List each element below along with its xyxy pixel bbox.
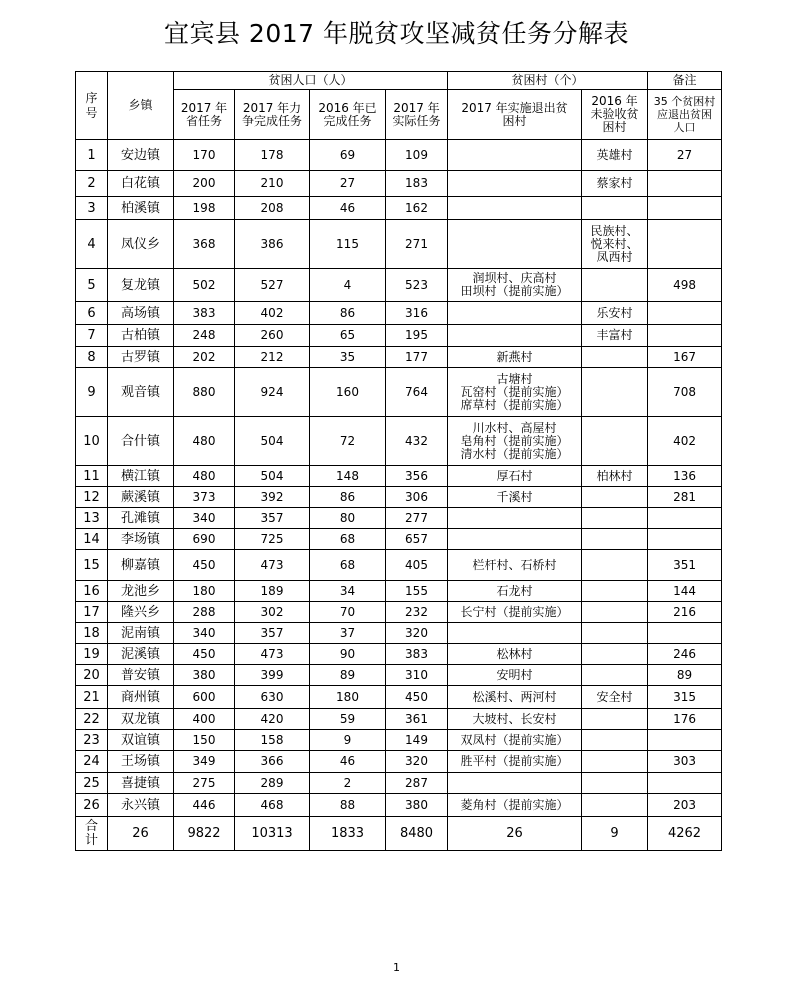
row-no: 11 <box>76 466 108 487</box>
row-town: 双谊镇 <box>108 730 174 751</box>
table-row <box>76 794 722 817</box>
table-row <box>76 550 722 581</box>
row-note: 89 <box>648 665 722 686</box>
row-actual-task: 155 <box>386 581 448 602</box>
row-actual-task: 183 <box>386 171 448 197</box>
row-unchecked-villages <box>582 794 648 817</box>
poverty-task-table <box>75 71 722 851</box>
row-effort-task: 302 <box>235 602 310 623</box>
row-actual-task: 764 <box>386 368 448 417</box>
row-unchecked-villages: 蔡家村 <box>582 171 648 197</box>
row-exit-villages <box>448 220 582 269</box>
row-effort-task: 210 <box>235 171 310 197</box>
row-no: 3 <box>76 197 108 220</box>
row-town: 王场镇 <box>108 751 174 773</box>
row-completed-2016: 80 <box>310 508 386 529</box>
row-no: 16 <box>76 581 108 602</box>
header-completed-2016: 2016 年已完成任务 <box>310 90 386 140</box>
row-completed-2016: 70 <box>310 602 386 623</box>
row-exit-villages <box>448 773 582 794</box>
row-completed-2016: 90 <box>310 644 386 665</box>
row-note: 315 <box>648 686 722 709</box>
row-effort-task: 527 <box>235 269 310 302</box>
row-effort-task: 158 <box>235 730 310 751</box>
row-effort-task: 260 <box>235 325 310 347</box>
row-no: 26 <box>76 794 108 817</box>
row-note <box>648 325 722 347</box>
row-town: 凤仪乡 <box>108 220 174 269</box>
row-note <box>648 197 722 220</box>
row-note <box>648 302 722 325</box>
row-no: 4 <box>76 220 108 269</box>
row-exit-villages: 大坡村、长安村 <box>448 709 582 730</box>
row-actual-task: 277 <box>386 508 448 529</box>
row-effort-task: 212 <box>235 347 310 368</box>
row-town: 喜捷镇 <box>108 773 174 794</box>
header-effort-task: 2017 年力争完成任务 <box>235 90 310 140</box>
table-row <box>76 487 722 508</box>
table-row <box>76 644 722 665</box>
row-effort-task: 189 <box>235 581 310 602</box>
row-exit-villages: 川水村、高屋村 皂角村（提前实施） 清水村（提前实施） <box>448 417 582 466</box>
row-unchecked-villages <box>582 368 648 417</box>
row-province-task: 480 <box>174 417 235 466</box>
row-note: 351 <box>648 550 722 581</box>
row-actual-task: 287 <box>386 773 448 794</box>
row-unchecked-villages <box>582 417 648 466</box>
header-seq: 序号 <box>76 72 108 140</box>
row-note: 498 <box>648 269 722 302</box>
row-note <box>648 730 722 751</box>
row-town: 隆兴乡 <box>108 602 174 623</box>
row-exit-villages: 新燕村 <box>448 347 582 368</box>
row-no: 12 <box>76 487 108 508</box>
table-row <box>76 623 722 644</box>
row-effort-task: 504 <box>235 417 310 466</box>
row-note <box>648 171 722 197</box>
row-town: 泥南镇 <box>108 623 174 644</box>
table-row <box>76 602 722 623</box>
row-actual-task: 316 <box>386 302 448 325</box>
row-completed-2016: 148 <box>310 466 386 487</box>
row-exit-villages <box>448 529 582 550</box>
row-completed-2016: 89 <box>310 665 386 686</box>
row-town: 商州镇 <box>108 686 174 709</box>
header-province-task: 2017 年省任务 <box>174 90 235 140</box>
row-exit-villages: 胜平村（提前实施） <box>448 751 582 773</box>
row-town: 合什镇 <box>108 417 174 466</box>
row-town: 普安镇 <box>108 665 174 686</box>
row-province-task: 480 <box>174 466 235 487</box>
row-actual-task: 306 <box>386 487 448 508</box>
row-exit-villages: 菱角村（提前实施） <box>448 794 582 817</box>
row-effort-task: 473 <box>235 644 310 665</box>
row-exit-villages <box>448 508 582 529</box>
total-completed-2016: 1833 <box>310 817 386 851</box>
header-actual-task: 2017 年实际任务 <box>386 90 448 140</box>
row-town: 高场镇 <box>108 302 174 325</box>
row-unchecked-villages <box>582 508 648 529</box>
table-row <box>76 220 722 269</box>
row-actual-task: 320 <box>386 751 448 773</box>
row-completed-2016: 115 <box>310 220 386 269</box>
row-effort-task: 386 <box>235 220 310 269</box>
row-effort-task: 208 <box>235 197 310 220</box>
row-unchecked-villages <box>582 665 648 686</box>
row-town: 蕨溪镇 <box>108 487 174 508</box>
row-exit-villages: 栏杆村、石桥村 <box>448 550 582 581</box>
row-province-task: 690 <box>174 529 235 550</box>
row-actual-task: 320 <box>386 623 448 644</box>
row-unchecked-villages: 柏林村 <box>582 466 648 487</box>
row-town: 李场镇 <box>108 529 174 550</box>
row-town: 古柏镇 <box>108 325 174 347</box>
row-province-task: 200 <box>174 171 235 197</box>
row-note: 176 <box>648 709 722 730</box>
row-province-task: 340 <box>174 508 235 529</box>
row-completed-2016: 68 <box>310 550 386 581</box>
row-effort-task: 392 <box>235 487 310 508</box>
table-row <box>76 347 722 368</box>
row-province-task: 340 <box>174 623 235 644</box>
row-actual-task: 195 <box>386 325 448 347</box>
row-completed-2016: 4 <box>310 269 386 302</box>
row-exit-villages <box>448 325 582 347</box>
row-no: 7 <box>76 325 108 347</box>
header-unchecked-2016: 2016 年未验收贫困村 <box>582 90 648 140</box>
table-row <box>76 368 722 417</box>
row-town: 孔滩镇 <box>108 508 174 529</box>
row-effort-task: 630 <box>235 686 310 709</box>
row-province-task: 383 <box>174 302 235 325</box>
table-row <box>76 529 722 550</box>
row-no: 13 <box>76 508 108 529</box>
row-actual-task: 356 <box>386 466 448 487</box>
row-province-task: 198 <box>174 197 235 220</box>
row-no: 15 <box>76 550 108 581</box>
row-province-task: 373 <box>174 487 235 508</box>
row-note: 708 <box>648 368 722 417</box>
row-exit-villages: 润坝村、庆高村 田坝村（提前实施） <box>448 269 582 302</box>
row-note: 27 <box>648 140 722 171</box>
row-completed-2016: 65 <box>310 325 386 347</box>
row-no: 5 <box>76 269 108 302</box>
row-completed-2016: 9 <box>310 730 386 751</box>
row-unchecked-villages <box>582 773 648 794</box>
row-note: 216 <box>648 602 722 623</box>
row-note <box>648 623 722 644</box>
total-effort-task: 10313 <box>235 817 310 851</box>
row-effort-task: 468 <box>235 794 310 817</box>
row-province-task: 150 <box>174 730 235 751</box>
row-completed-2016: 68 <box>310 529 386 550</box>
row-effort-task: 725 <box>235 529 310 550</box>
row-exit-villages <box>448 302 582 325</box>
row-no: 24 <box>76 751 108 773</box>
row-completed-2016: 160 <box>310 368 386 417</box>
row-exit-villages: 安明村 <box>448 665 582 686</box>
row-no: 10 <box>76 417 108 466</box>
row-effort-task: 420 <box>235 709 310 730</box>
row-town: 古罗镇 <box>108 347 174 368</box>
row-completed-2016: 86 <box>310 302 386 325</box>
row-unchecked-villages: 英雄村 <box>582 140 648 171</box>
table-row <box>76 730 722 751</box>
row-effort-task: 402 <box>235 302 310 325</box>
row-province-task: 349 <box>174 751 235 773</box>
table-row <box>76 466 722 487</box>
row-completed-2016: 72 <box>310 417 386 466</box>
row-note <box>648 529 722 550</box>
table-row <box>76 581 722 602</box>
row-town: 观音镇 <box>108 368 174 417</box>
header-town: 乡镇 <box>108 72 174 140</box>
row-effort-task: 366 <box>235 751 310 773</box>
table-row <box>76 773 722 794</box>
row-unchecked-villages <box>582 709 648 730</box>
row-exit-villages: 千溪村 <box>448 487 582 508</box>
row-province-task: 202 <box>174 347 235 368</box>
row-unchecked-villages <box>582 487 648 508</box>
row-effort-task: 289 <box>235 773 310 794</box>
row-unchecked-villages <box>582 197 648 220</box>
row-effort-task: 357 <box>235 623 310 644</box>
row-completed-2016: 46 <box>310 751 386 773</box>
row-exit-villages: 古塘村 瓦窑村（提前实施） 席草村（提前实施） <box>448 368 582 417</box>
header-exit-villages: 2017 年实施退出贫困村 <box>448 90 582 140</box>
row-effort-task: 399 <box>235 665 310 686</box>
table-row <box>76 269 722 302</box>
row-actual-task: 232 <box>386 602 448 623</box>
row-actual-task: 432 <box>386 417 448 466</box>
row-province-task: 170 <box>174 140 235 171</box>
row-actual-task: 523 <box>386 269 448 302</box>
row-unchecked-villages <box>582 751 648 773</box>
row-no: 14 <box>76 529 108 550</box>
row-exit-villages: 松林村 <box>448 644 582 665</box>
row-actual-task: 149 <box>386 730 448 751</box>
table-row <box>76 417 722 466</box>
row-province-task: 450 <box>174 550 235 581</box>
row-exit-villages: 厚石村 <box>448 466 582 487</box>
row-no: 25 <box>76 773 108 794</box>
row-no: 18 <box>76 623 108 644</box>
row-exit-villages <box>448 140 582 171</box>
row-province-task: 248 <box>174 325 235 347</box>
row-exit-villages: 长宁村（提前实施） <box>448 602 582 623</box>
row-town: 双龙镇 <box>108 709 174 730</box>
row-completed-2016: 34 <box>310 581 386 602</box>
row-province-task: 400 <box>174 709 235 730</box>
table-row <box>76 197 722 220</box>
page-title: 宜宾县 2017 年脱贫攻坚减贫任务分解表 <box>163 19 630 48</box>
row-completed-2016: 35 <box>310 347 386 368</box>
row-actual-task: 361 <box>386 709 448 730</box>
row-actual-task: 271 <box>386 220 448 269</box>
total-row <box>76 817 722 851</box>
row-completed-2016: 86 <box>310 487 386 508</box>
total-province-task: 9822 <box>174 817 235 851</box>
header-group-village: 贫困村（个） <box>448 72 648 90</box>
row-exit-villages <box>448 197 582 220</box>
row-completed-2016: 37 <box>310 623 386 644</box>
table-row <box>76 171 722 197</box>
row-effort-task: 473 <box>235 550 310 581</box>
row-effort-task: 924 <box>235 368 310 417</box>
row-province-task: 502 <box>174 269 235 302</box>
row-actual-task: 383 <box>386 644 448 665</box>
row-province-task: 600 <box>174 686 235 709</box>
row-town: 泥溪镇 <box>108 644 174 665</box>
row-no: 8 <box>76 347 108 368</box>
header-group-note: 备注 <box>648 72 722 90</box>
row-actual-task: 177 <box>386 347 448 368</box>
row-no: 23 <box>76 730 108 751</box>
row-completed-2016: 180 <box>310 686 386 709</box>
row-unchecked-villages: 民族村、悦来村、凤西村 <box>582 220 648 269</box>
row-no: 2 <box>76 171 108 197</box>
row-completed-2016: 2 <box>310 773 386 794</box>
row-unchecked-villages <box>582 347 648 368</box>
row-note <box>648 773 722 794</box>
row-note: 167 <box>648 347 722 368</box>
total-note: 4262 <box>648 817 722 851</box>
row-effort-task: 178 <box>235 140 310 171</box>
total-unchecked-villages: 9 <box>582 817 648 851</box>
row-note: 144 <box>648 581 722 602</box>
row-actual-task: 109 <box>386 140 448 171</box>
table-row <box>76 751 722 773</box>
row-unchecked-villages <box>582 644 648 665</box>
row-actual-task: 450 <box>386 686 448 709</box>
total-exit-villages: 26 <box>448 817 582 851</box>
row-note: 136 <box>648 466 722 487</box>
row-no: 20 <box>76 665 108 686</box>
page-number: 1 <box>393 961 400 974</box>
row-province-task: 180 <box>174 581 235 602</box>
row-province-task: 288 <box>174 602 235 623</box>
row-exit-villages: 松溪村、两河村 <box>448 686 582 709</box>
row-effort-task: 504 <box>235 466 310 487</box>
row-no: 17 <box>76 602 108 623</box>
row-effort-task: 357 <box>235 508 310 529</box>
table-row <box>76 665 722 686</box>
row-no: 6 <box>76 302 108 325</box>
row-completed-2016: 27 <box>310 171 386 197</box>
row-exit-villages <box>448 171 582 197</box>
row-no: 22 <box>76 709 108 730</box>
row-town: 白花镇 <box>108 171 174 197</box>
header-note: 35 个贫困村应退出贫困人口 <box>648 90 722 140</box>
row-no: 21 <box>76 686 108 709</box>
row-province-task: 880 <box>174 368 235 417</box>
row-note: 246 <box>648 644 722 665</box>
row-province-task: 450 <box>174 644 235 665</box>
row-unchecked-villages <box>582 529 648 550</box>
header-group-population: 贫困人口（人） <box>174 72 448 90</box>
row-completed-2016: 46 <box>310 197 386 220</box>
row-completed-2016: 69 <box>310 140 386 171</box>
table-row <box>76 686 722 709</box>
table-row <box>76 302 722 325</box>
row-town: 安边镇 <box>108 140 174 171</box>
row-unchecked-villages: 乐安村 <box>582 302 648 325</box>
row-completed-2016: 59 <box>310 709 386 730</box>
row-unchecked-villages <box>582 269 648 302</box>
row-province-task: 368 <box>174 220 235 269</box>
row-town: 柏溪镇 <box>108 197 174 220</box>
row-province-task: 275 <box>174 773 235 794</box>
row-unchecked-villages <box>582 602 648 623</box>
total-label <box>76 817 108 851</box>
row-province-task: 380 <box>174 665 235 686</box>
total-town: 26 <box>108 817 174 851</box>
table-row <box>76 325 722 347</box>
row-unchecked-villages: 丰富村 <box>582 325 648 347</box>
row-no: 19 <box>76 644 108 665</box>
row-unchecked-villages <box>582 730 648 751</box>
row-no: 9 <box>76 368 108 417</box>
row-note <box>648 508 722 529</box>
row-town: 永兴镇 <box>108 794 174 817</box>
row-actual-task: 162 <box>386 197 448 220</box>
row-province-task: 446 <box>174 794 235 817</box>
row-town: 柳嘉镇 <box>108 550 174 581</box>
row-exit-villages <box>448 623 582 644</box>
table-row <box>76 508 722 529</box>
total-label-text: 合计 <box>85 818 99 848</box>
row-note <box>648 220 722 269</box>
row-exit-villages: 双凤村（提前实施） <box>448 730 582 751</box>
row-actual-task: 380 <box>386 794 448 817</box>
row-exit-villages: 石龙村 <box>448 581 582 602</box>
row-note: 281 <box>648 487 722 508</box>
row-town: 复龙镇 <box>108 269 174 302</box>
row-note: 203 <box>648 794 722 817</box>
row-note: 303 <box>648 751 722 773</box>
row-town: 龙池乡 <box>108 581 174 602</box>
row-town: 横江镇 <box>108 466 174 487</box>
total-actual-task: 8480 <box>386 817 448 851</box>
row-completed-2016: 88 <box>310 794 386 817</box>
table-row <box>76 709 722 730</box>
row-actual-task: 657 <box>386 529 448 550</box>
row-unchecked-villages <box>582 581 648 602</box>
row-unchecked-villages <box>582 623 648 644</box>
row-actual-task: 405 <box>386 550 448 581</box>
row-no: 1 <box>76 140 108 171</box>
table-row <box>76 140 722 171</box>
row-unchecked-villages <box>582 550 648 581</box>
row-unchecked-villages: 安全村 <box>582 686 648 709</box>
row-note: 402 <box>648 417 722 466</box>
row-actual-task: 310 <box>386 665 448 686</box>
